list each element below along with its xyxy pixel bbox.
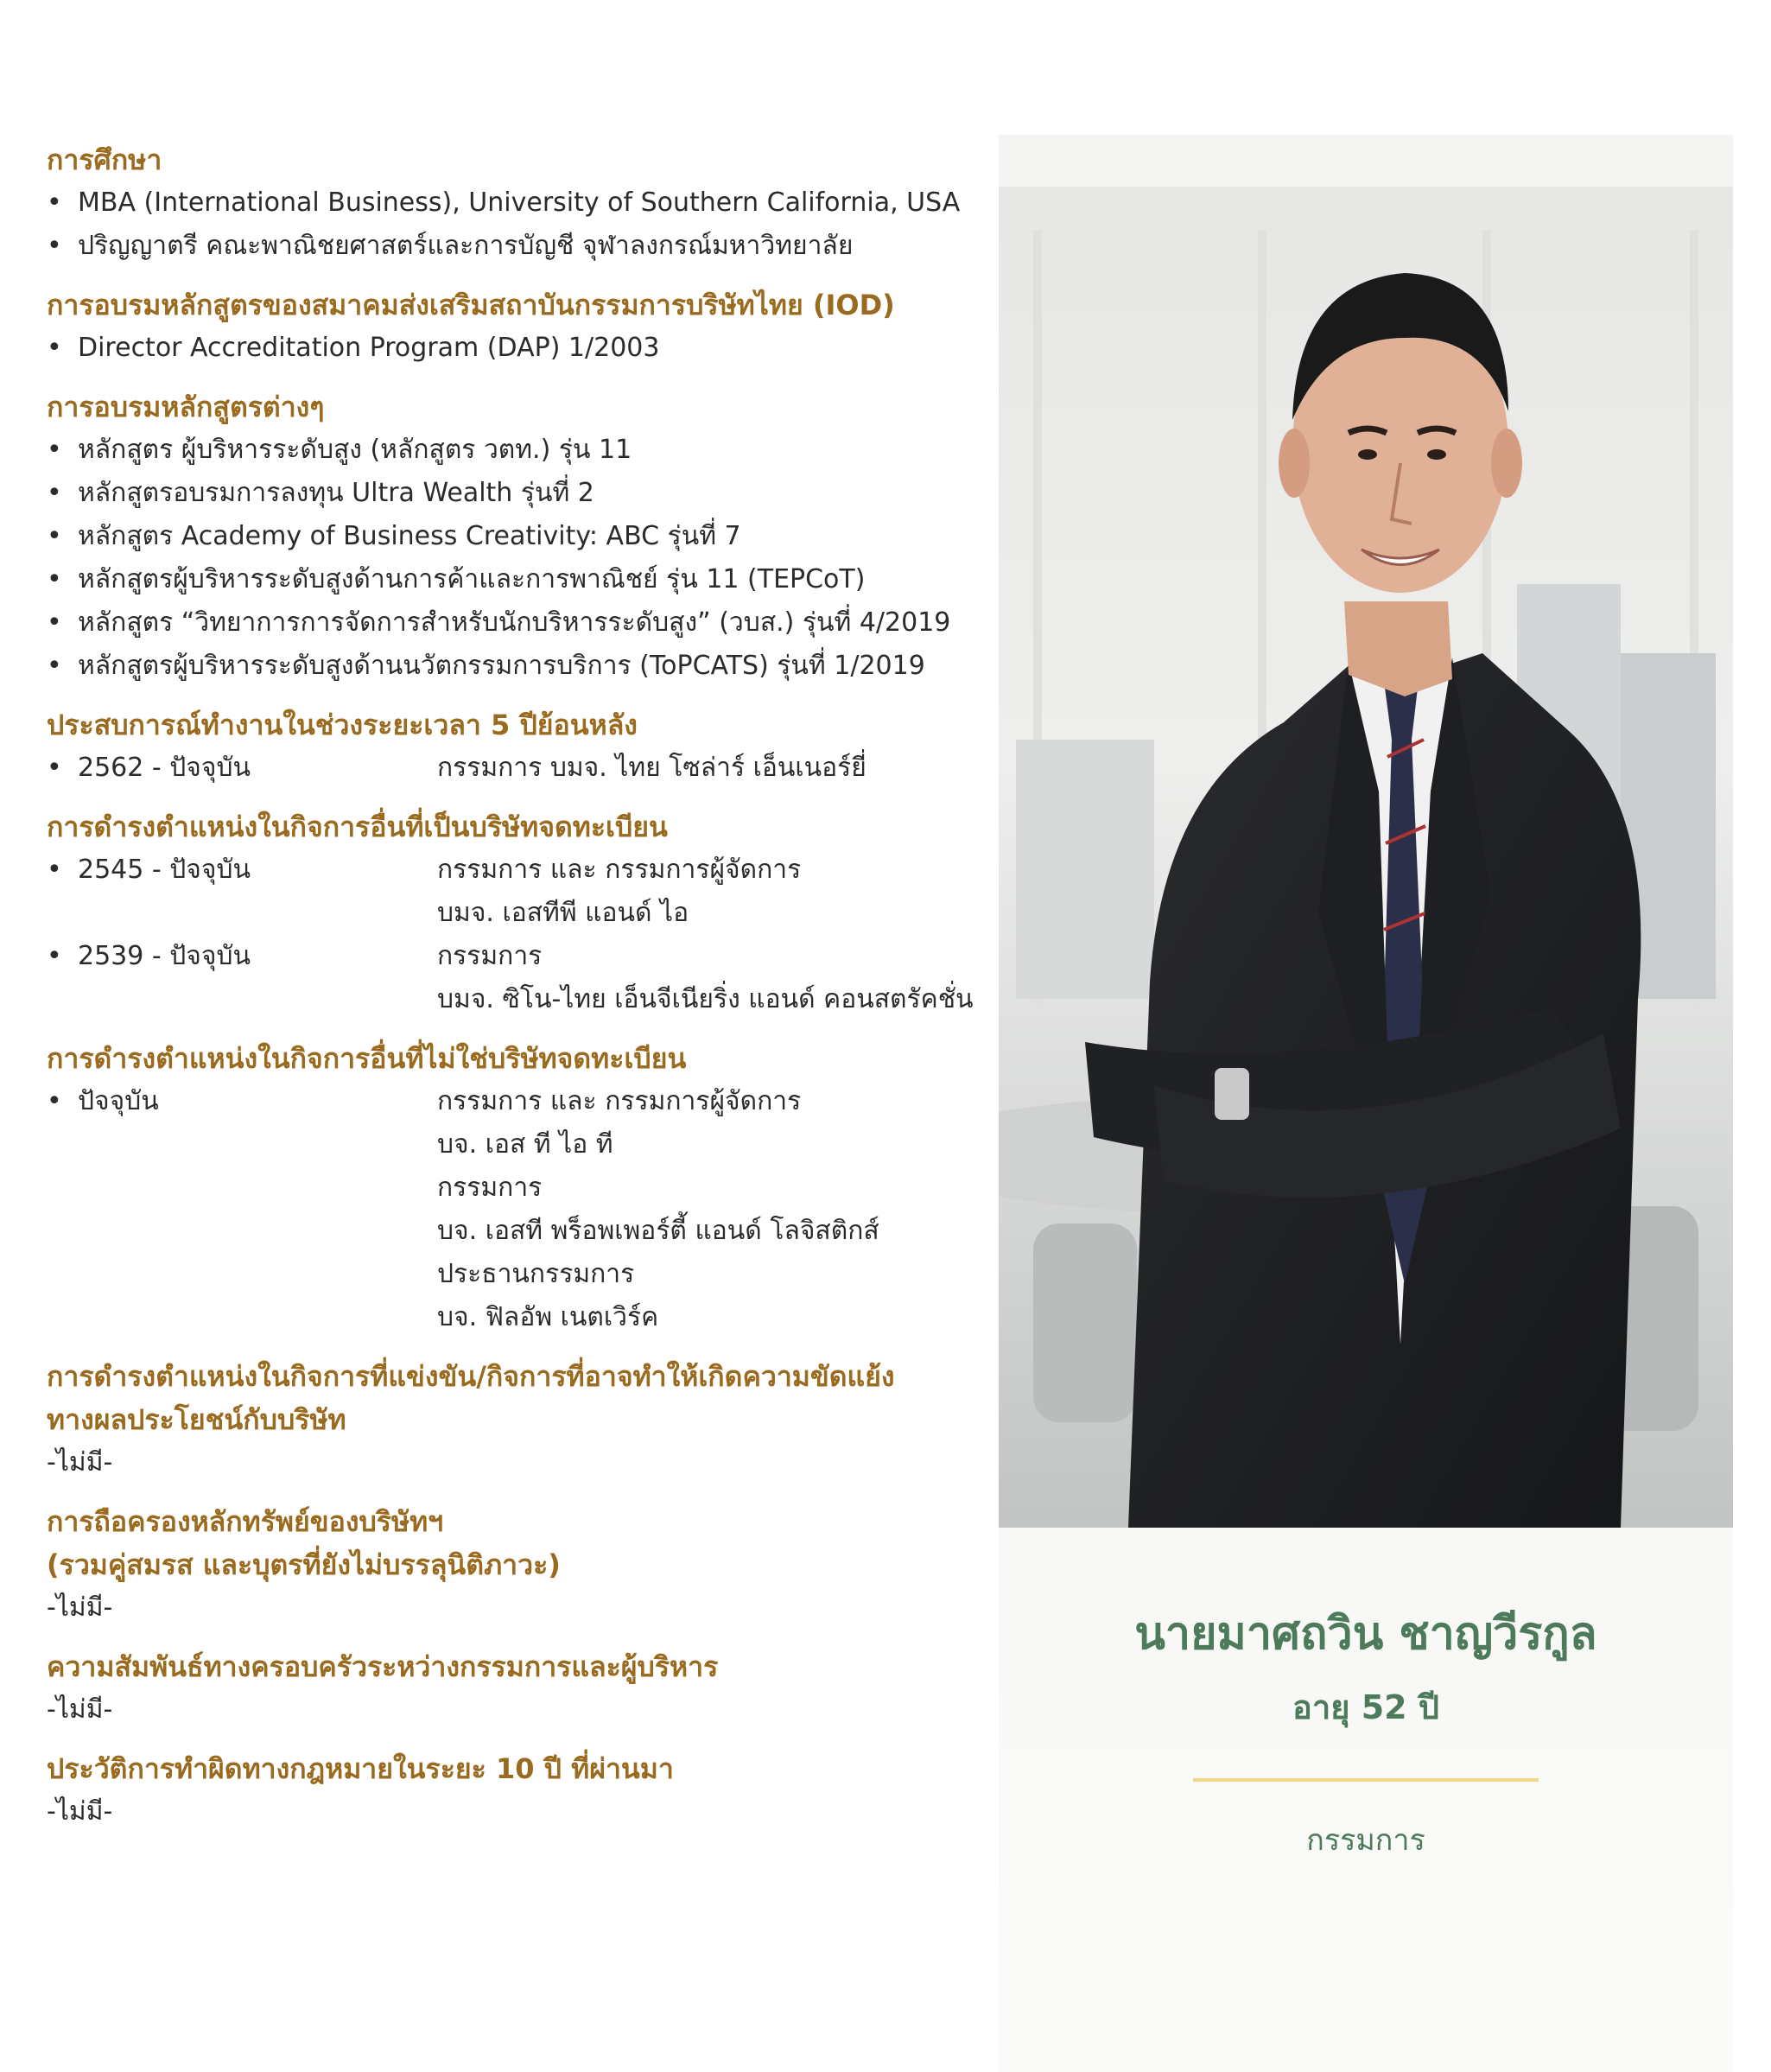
- profile-role: กรรมการ: [1306, 1823, 1425, 1858]
- divider: [1193, 1778, 1539, 1782]
- section-heading: การอบรมหลักสูตรต่างๆ: [47, 391, 325, 423]
- position-line: กรรมการ: [437, 941, 543, 971]
- list-item: • หลักสูตรผู้บริหารระดับสูงด้านนวัตกรรมการบริการ (ToPCATS) รุ่นที่ 1/2019: [47, 645, 980, 688]
- section-value: -ไม่มี-: [47, 1694, 113, 1725]
- list-item: • หลักสูตร ผู้บริหารระดับสูง (หลักสูตร วตท.) รุ่น 11: [47, 429, 980, 472]
- position-line: กรรมการ: [437, 1173, 543, 1203]
- section-heading: การศึกษา: [47, 143, 162, 176]
- portrait-photo: [999, 135, 1733, 1528]
- biography-column: [47, 138, 980, 1849]
- list-item: • หลักสูตรอบรมการลงทุน Ultra Wealth รุ่นที่ 2: [47, 472, 980, 515]
- position-row: [47, 849, 980, 935]
- position-period: 2562 - ปัจจุบัน: [78, 753, 251, 783]
- list-item: • Director Accreditation Program (DAP) 1/2003: [47, 327, 980, 370]
- section-heading: การถือครองหลักทรัพย์ของบริษัทฯ: [47, 1505, 444, 1538]
- non-listed-companies-section: [47, 1037, 980, 1339]
- listed-companies-section: [47, 805, 980, 1021]
- position-line: บจ. ฟิลอัพ เนตเวิร์ค: [437, 1302, 659, 1332]
- position-row: [47, 747, 980, 790]
- legal-record-section: [47, 1747, 980, 1834]
- position-line: บมจ. เอสทีพี แอนด์ ไอ: [437, 898, 689, 928]
- section-heading: ประสบการณ์ทำงานในช่วงระยะเวลา 5 ปีย้อนหลัง: [47, 709, 638, 741]
- section-heading: การดำรงตำแหน่งในกิจการที่แข่งขัน/กิจการที่อาจทำให้เกิดความขัดแย้ง: [47, 1360, 895, 1393]
- bullet: •: [47, 1086, 62, 1116]
- profile-panel: [999, 135, 1733, 2072]
- list-item: • หลักสูตร “วิทยาการการจัดการสำหรับนักบริหารระดับสูง” (วบส.) รุ่นที่ 4/2019: [47, 601, 980, 645]
- portrait-illustration: [999, 135, 1733, 1528]
- bullet: •: [47, 753, 62, 783]
- section-heading: การอบรมหลักสูตรของสมาคมส่งเสริมสถาบันกรรมการบริษัทไทย (IOD): [47, 289, 895, 321]
- position-row: [47, 935, 980, 1021]
- list-item: • ปริญญาตรี คณะพาณิชยศาสตร์และการบัญชี จุฬาลงกรณ์มหาวิทยาลัย: [47, 225, 980, 268]
- iod-section: [47, 283, 980, 370]
- position-line: ประธานกรรมการ: [437, 1259, 635, 1289]
- profile-age: อายุ 52 ปี: [1292, 1688, 1439, 1726]
- education-section: [47, 138, 980, 268]
- list-item: • หลักสูตร Academy of Business Creativity: ABC รุ่นที่ 7: [47, 515, 980, 558]
- position-line: บมจ. ซิโน-ไทย เอ็นจีเนียริ่ง แอนด์ คอนสตรัคชั่น: [437, 984, 974, 1014]
- list-item: • MBA (International Business), University of Southern California, USA: [47, 181, 980, 225]
- bullet: •: [47, 941, 62, 971]
- position-period: 2545 - ปัจจุบัน: [78, 855, 251, 885]
- position-line: กรรมการ และ กรรมการผู้จัดการ: [437, 1086, 802, 1116]
- position-period: ปัจจุบัน: [78, 1086, 159, 1116]
- section-heading: ความสัมพันธ์ทางครอบครัวระหว่างกรรมการและผู้บริหาร: [47, 1650, 719, 1683]
- section-heading: การดำรงตำแหน่งในกิจการอื่นที่เป็นบริษัทจดทะเบียน: [47, 810, 668, 843]
- bullet: •: [47, 855, 62, 885]
- competing-business-section: [47, 1355, 980, 1484]
- section-heading: ประวัติการทำผิดทางกฎหมายในระยะ 10 ปี ที่ผ่านมา: [47, 1752, 674, 1785]
- section-heading: การดำรงตำแหน่งในกิจการอื่นที่ไม่ใช่บริษัทจดทะเบียน: [47, 1042, 687, 1075]
- section-value: -ไม่มี-: [47, 1447, 113, 1478]
- position-line: บจ. เอสที พร็อพเพอร์ตี้ แอนด์ โลจิสติกส์: [437, 1216, 879, 1246]
- position-period: 2539 - ปัจจุบัน: [78, 941, 251, 971]
- profile-name: นายมาศถวิน ชาญวีรกูล: [1134, 1608, 1597, 1660]
- family-relationship-section: [47, 1645, 980, 1732]
- section-heading: (รวมคู่สมรส และบุตรที่ยังไม่บรรลุนิติภาวะ): [47, 1548, 561, 1581]
- list-item: • หลักสูตรผู้บริหารระดับสูงด้านการค้าและการพาณิชย์ รุ่น 11 (TEPCoT): [47, 558, 980, 601]
- position-row: [47, 1080, 980, 1339]
- section-value: -ไม่มี-: [47, 1592, 113, 1623]
- experience-section: [47, 703, 980, 790]
- section-value: -ไม่มี-: [47, 1796, 113, 1827]
- courses-section: [47, 385, 980, 688]
- shareholding-section: [47, 1500, 980, 1630]
- section-heading: ทางผลประโยชน์กับบริษัท: [47, 1403, 346, 1436]
- position-line: บจ. เอส ที ไอ ที: [437, 1129, 613, 1160]
- position-line: กรรมการ และ กรรมการผู้จัดการ: [437, 855, 802, 885]
- profile-info: [999, 1528, 1733, 2072]
- position-line: กรรมการ บมจ. ไทย โซล่าร์ เอ็นเนอร์ยี่: [437, 753, 866, 783]
